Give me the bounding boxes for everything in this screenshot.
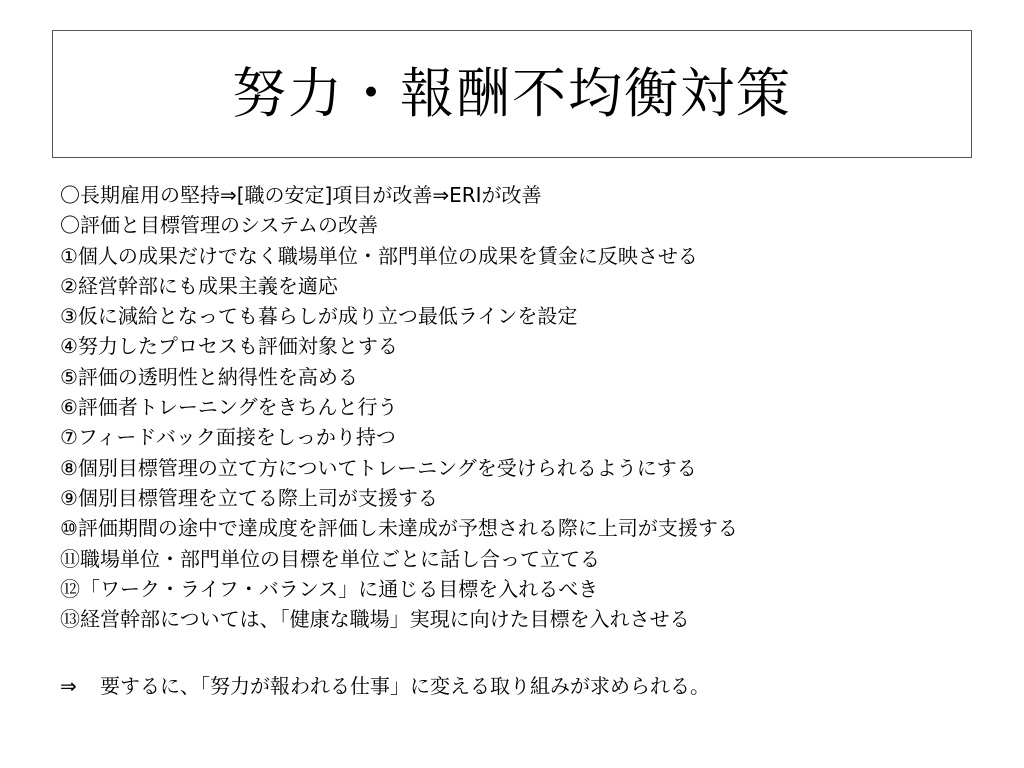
line-1: 〇評価と目標管理のシステムの改善	[60, 213, 378, 238]
title-box	[52, 30, 972, 158]
content-list	[60, 180, 1010, 634]
line-5: ④努力したプロセスも評価対象とする	[60, 334, 398, 359]
line-6: ⑤評価の透明性と納得性を高める	[60, 364, 358, 389]
conclusion-text: 要するに、「努力が報われる仕事」に変える取り組みが求められる。	[100, 674, 710, 698]
line-7: ⑥評価者トレーニングをきちんと行う	[60, 395, 398, 420]
line-2: ①個人の成果だけでなく職場単位・部門単位の成果を賃金に反映させる	[60, 243, 698, 268]
line-3: ②経営幹部にも成果主義を適応	[60, 273, 338, 298]
conclusion-arrow: ⇒	[60, 674, 77, 698]
line-0: 〇長期雇用の堅持⇒[職の安定]項目が改善⇒ERIが改善	[60, 183, 542, 207]
slide-title: 努力・報酬不均衡対策	[232, 62, 792, 125]
line-13: ⑫「ワーク・ライフ・バランス」に通じる目標を入れるべき	[60, 576, 599, 601]
line-10: ⑨個別目標管理を立てる際上司が支援する	[60, 485, 438, 510]
line-12: ⑪職場単位・部門単位の目標を単位ごとに話し合って立てる	[60, 546, 600, 571]
line-11: ⑩評価期間の途中で達成度を評価し未達成が予想される際に上司が支援する	[60, 516, 738, 541]
line-4: ③仮に減給となっても暮らしが成り立つ最低ラインを設定	[60, 304, 578, 329]
line-9: ⑧個別目標管理の立て方についてトレーニングを受けられるようにする	[60, 455, 697, 480]
conclusion	[60, 671, 710, 701]
line-8: ⑦フィードバック面接をしっかり持つ	[60, 425, 396, 450]
line-14: ⑬経営幹部については、「健康な職場」実現に向けた目標を入れさせる	[60, 607, 690, 632]
